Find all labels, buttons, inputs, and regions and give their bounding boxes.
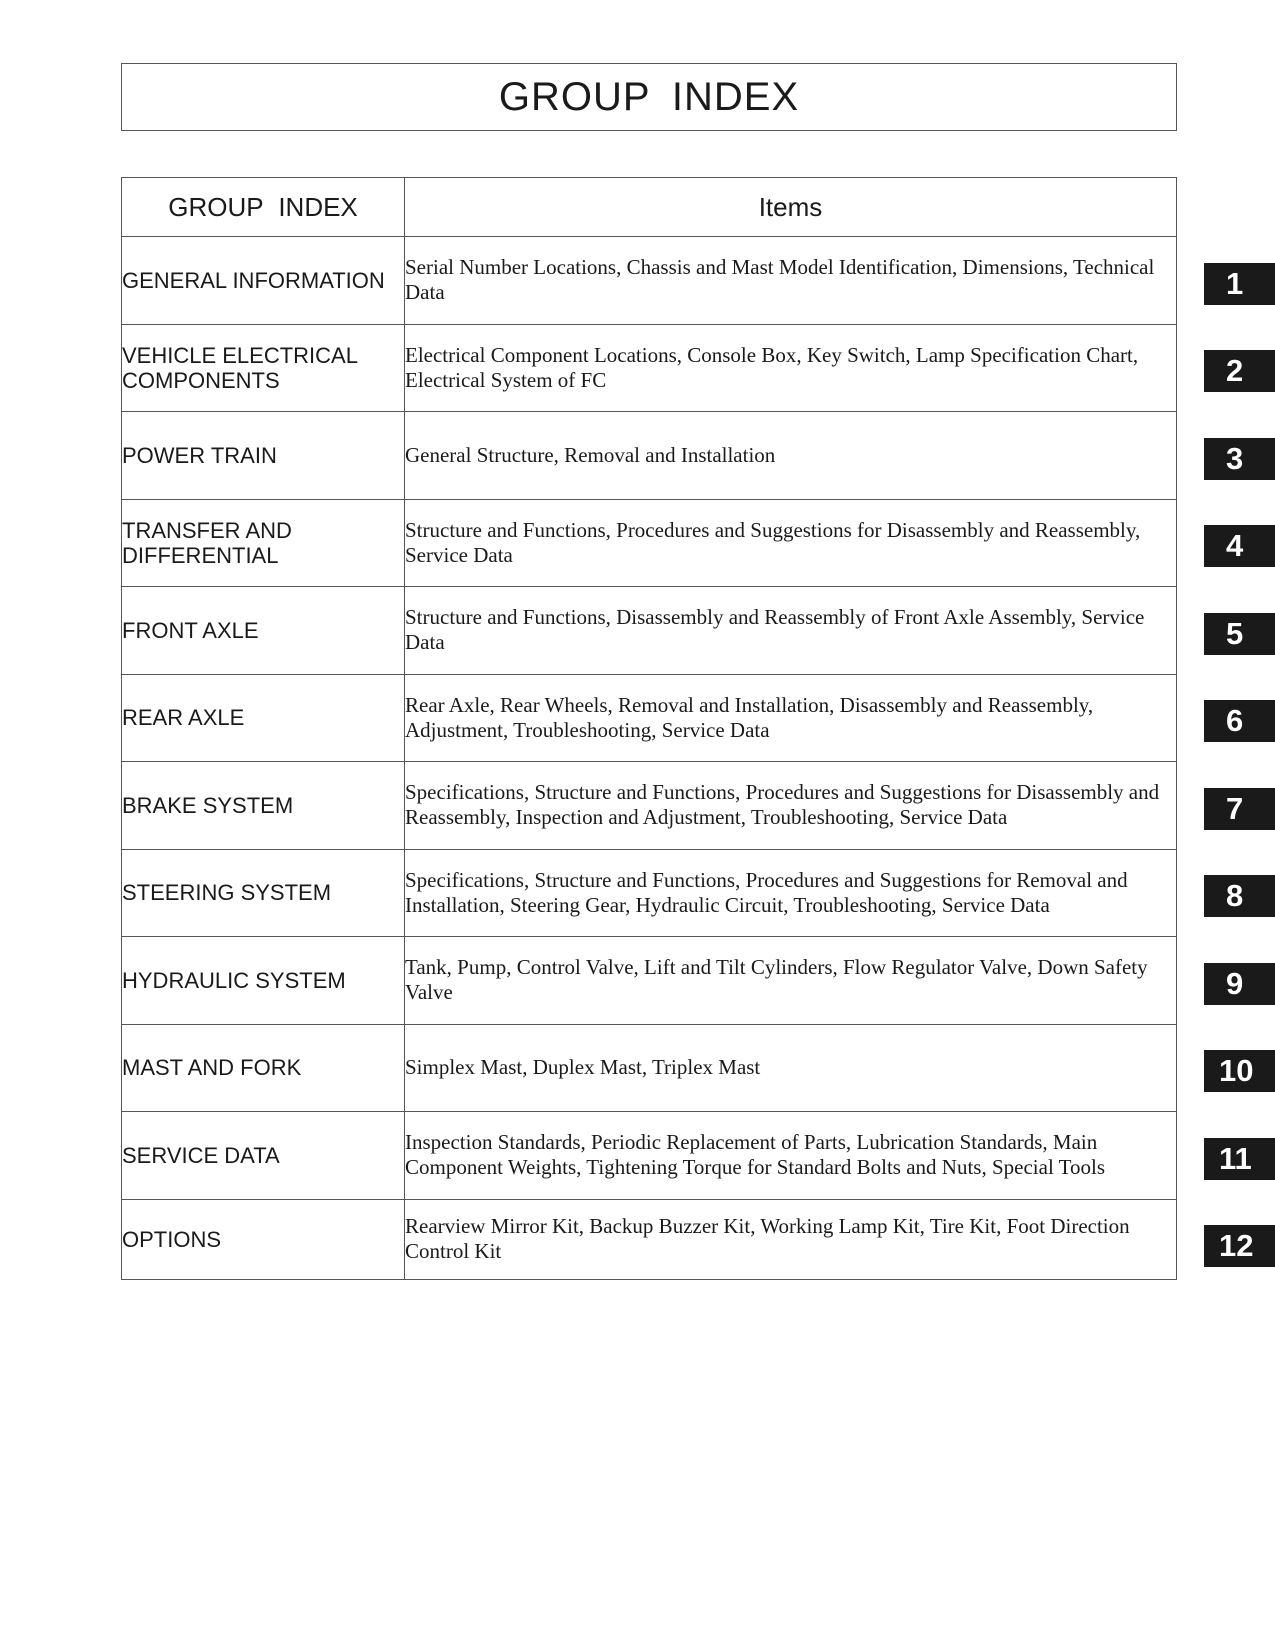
- section-tab-8[interactable]: 8: [1204, 875, 1275, 917]
- group-items: Tank, Pump, Control Valve, Lift and Tilt Cylinders, Flow Regulator Valve, Down Safety Valve: [405, 937, 1177, 1025]
- group-name: POWER TRAIN: [122, 412, 405, 500]
- group-items: Rearview Mirror Kit, Backup Buzzer Kit, Working Lamp Kit, Tire Kit, Foot Direction Control Kit: [405, 1199, 1177, 1279]
- group-items: Structure and Functions, Disassembly and Reassembly of Front Axle Assembly, Service Data: [405, 587, 1177, 675]
- section-tab-10[interactable]: 10: [1204, 1050, 1275, 1092]
- section-tab-2[interactable]: 2: [1204, 350, 1275, 392]
- group-name: OPTIONS: [122, 1199, 405, 1279]
- section-tab-9[interactable]: 9: [1204, 963, 1275, 1005]
- group-items: Structure and Functions, Procedures and Suggestions for Disassembly and Reassembly, Service Data: [405, 499, 1177, 587]
- group-items: Specifications, Structure and Functions, Procedures and Suggestions for Removal and Installation, Steering Gear, Hydraulic Circuit, Troubleshooting, Service Data: [405, 849, 1177, 937]
- section-tab-4[interactable]: 4: [1204, 525, 1275, 567]
- table-row: [122, 762, 1177, 850]
- group-name: SERVICE DATA: [122, 1112, 405, 1200]
- table-row: [122, 937, 1177, 1025]
- group-items: Simplex Mast, Duplex Mast, Triplex Mast: [405, 1024, 1177, 1112]
- group-name: REAR AXLE: [122, 674, 405, 762]
- group-items: Electrical Component Locations, Console Box, Key Switch, Lamp Specification Chart, Electrical System of FC: [405, 324, 1177, 412]
- page-title: GROUP INDEX: [498, 74, 800, 119]
- group-name: HYDRAULIC SYSTEM: [122, 937, 405, 1025]
- table-header-row: [122, 178, 1177, 237]
- group-name: TRANSFER AND DIFFERENTIAL: [122, 499, 405, 587]
- table-row: [122, 849, 1177, 937]
- group-items: Rear Axle, Rear Wheels, Removal and Installation, Disassembly and Reassembly, Adjustment, Troubleshooting, Service Data: [405, 674, 1177, 762]
- section-tab-5[interactable]: 5: [1204, 613, 1275, 655]
- section-tab-12[interactable]: 12: [1204, 1225, 1275, 1267]
- group-name: BRAKE SYSTEM: [122, 762, 405, 850]
- table-row: [122, 412, 1177, 500]
- page-title-box: [121, 63, 1177, 131]
- group-items: General Structure, Removal and Installation: [405, 412, 1177, 500]
- group-items: Serial Number Locations, Chassis and Mast Model Identification, Dimensions, Technical Data: [405, 237, 1177, 325]
- group-name: MAST AND FORK: [122, 1024, 405, 1112]
- group-items: Inspection Standards, Periodic Replacement of Parts, Lubrication Standards, Main Component Weights, Tightening Torque for Standard Bolts and Nuts, Special Tools: [405, 1112, 1177, 1200]
- table-row: [122, 587, 1177, 675]
- table-row: [122, 499, 1177, 587]
- section-tab-3[interactable]: 3: [1204, 438, 1275, 480]
- group-index-table: [121, 177, 1177, 1280]
- group-name: VEHICLE ELECTRICAL COMPONENTS: [122, 324, 405, 412]
- section-tab-11[interactable]: 11: [1204, 1138, 1275, 1180]
- items-column-header: Items: [405, 178, 1177, 237]
- table-row: [122, 324, 1177, 412]
- table-row: [122, 1024, 1177, 1112]
- group-name: GENERAL INFORMATION: [122, 237, 405, 325]
- group-name: STEERING SYSTEM: [122, 849, 405, 937]
- table-row: [122, 1112, 1177, 1200]
- section-tab-6[interactable]: 6: [1204, 700, 1275, 742]
- group-column-header: GROUP INDEX: [122, 178, 405, 237]
- section-tab-7[interactable]: 7: [1204, 788, 1275, 830]
- section-tab-1[interactable]: 1: [1204, 263, 1275, 305]
- table-row: [122, 674, 1177, 762]
- group-items: Specifications, Structure and Functions, Procedures and Suggestions for Disassembly and Reassembly, Inspection and Adjustment, Troubleshooting, Service Data: [405, 762, 1177, 850]
- table-row: [122, 1199, 1177, 1279]
- table-row: [122, 237, 1177, 325]
- group-name: FRONT AXLE: [122, 587, 405, 675]
